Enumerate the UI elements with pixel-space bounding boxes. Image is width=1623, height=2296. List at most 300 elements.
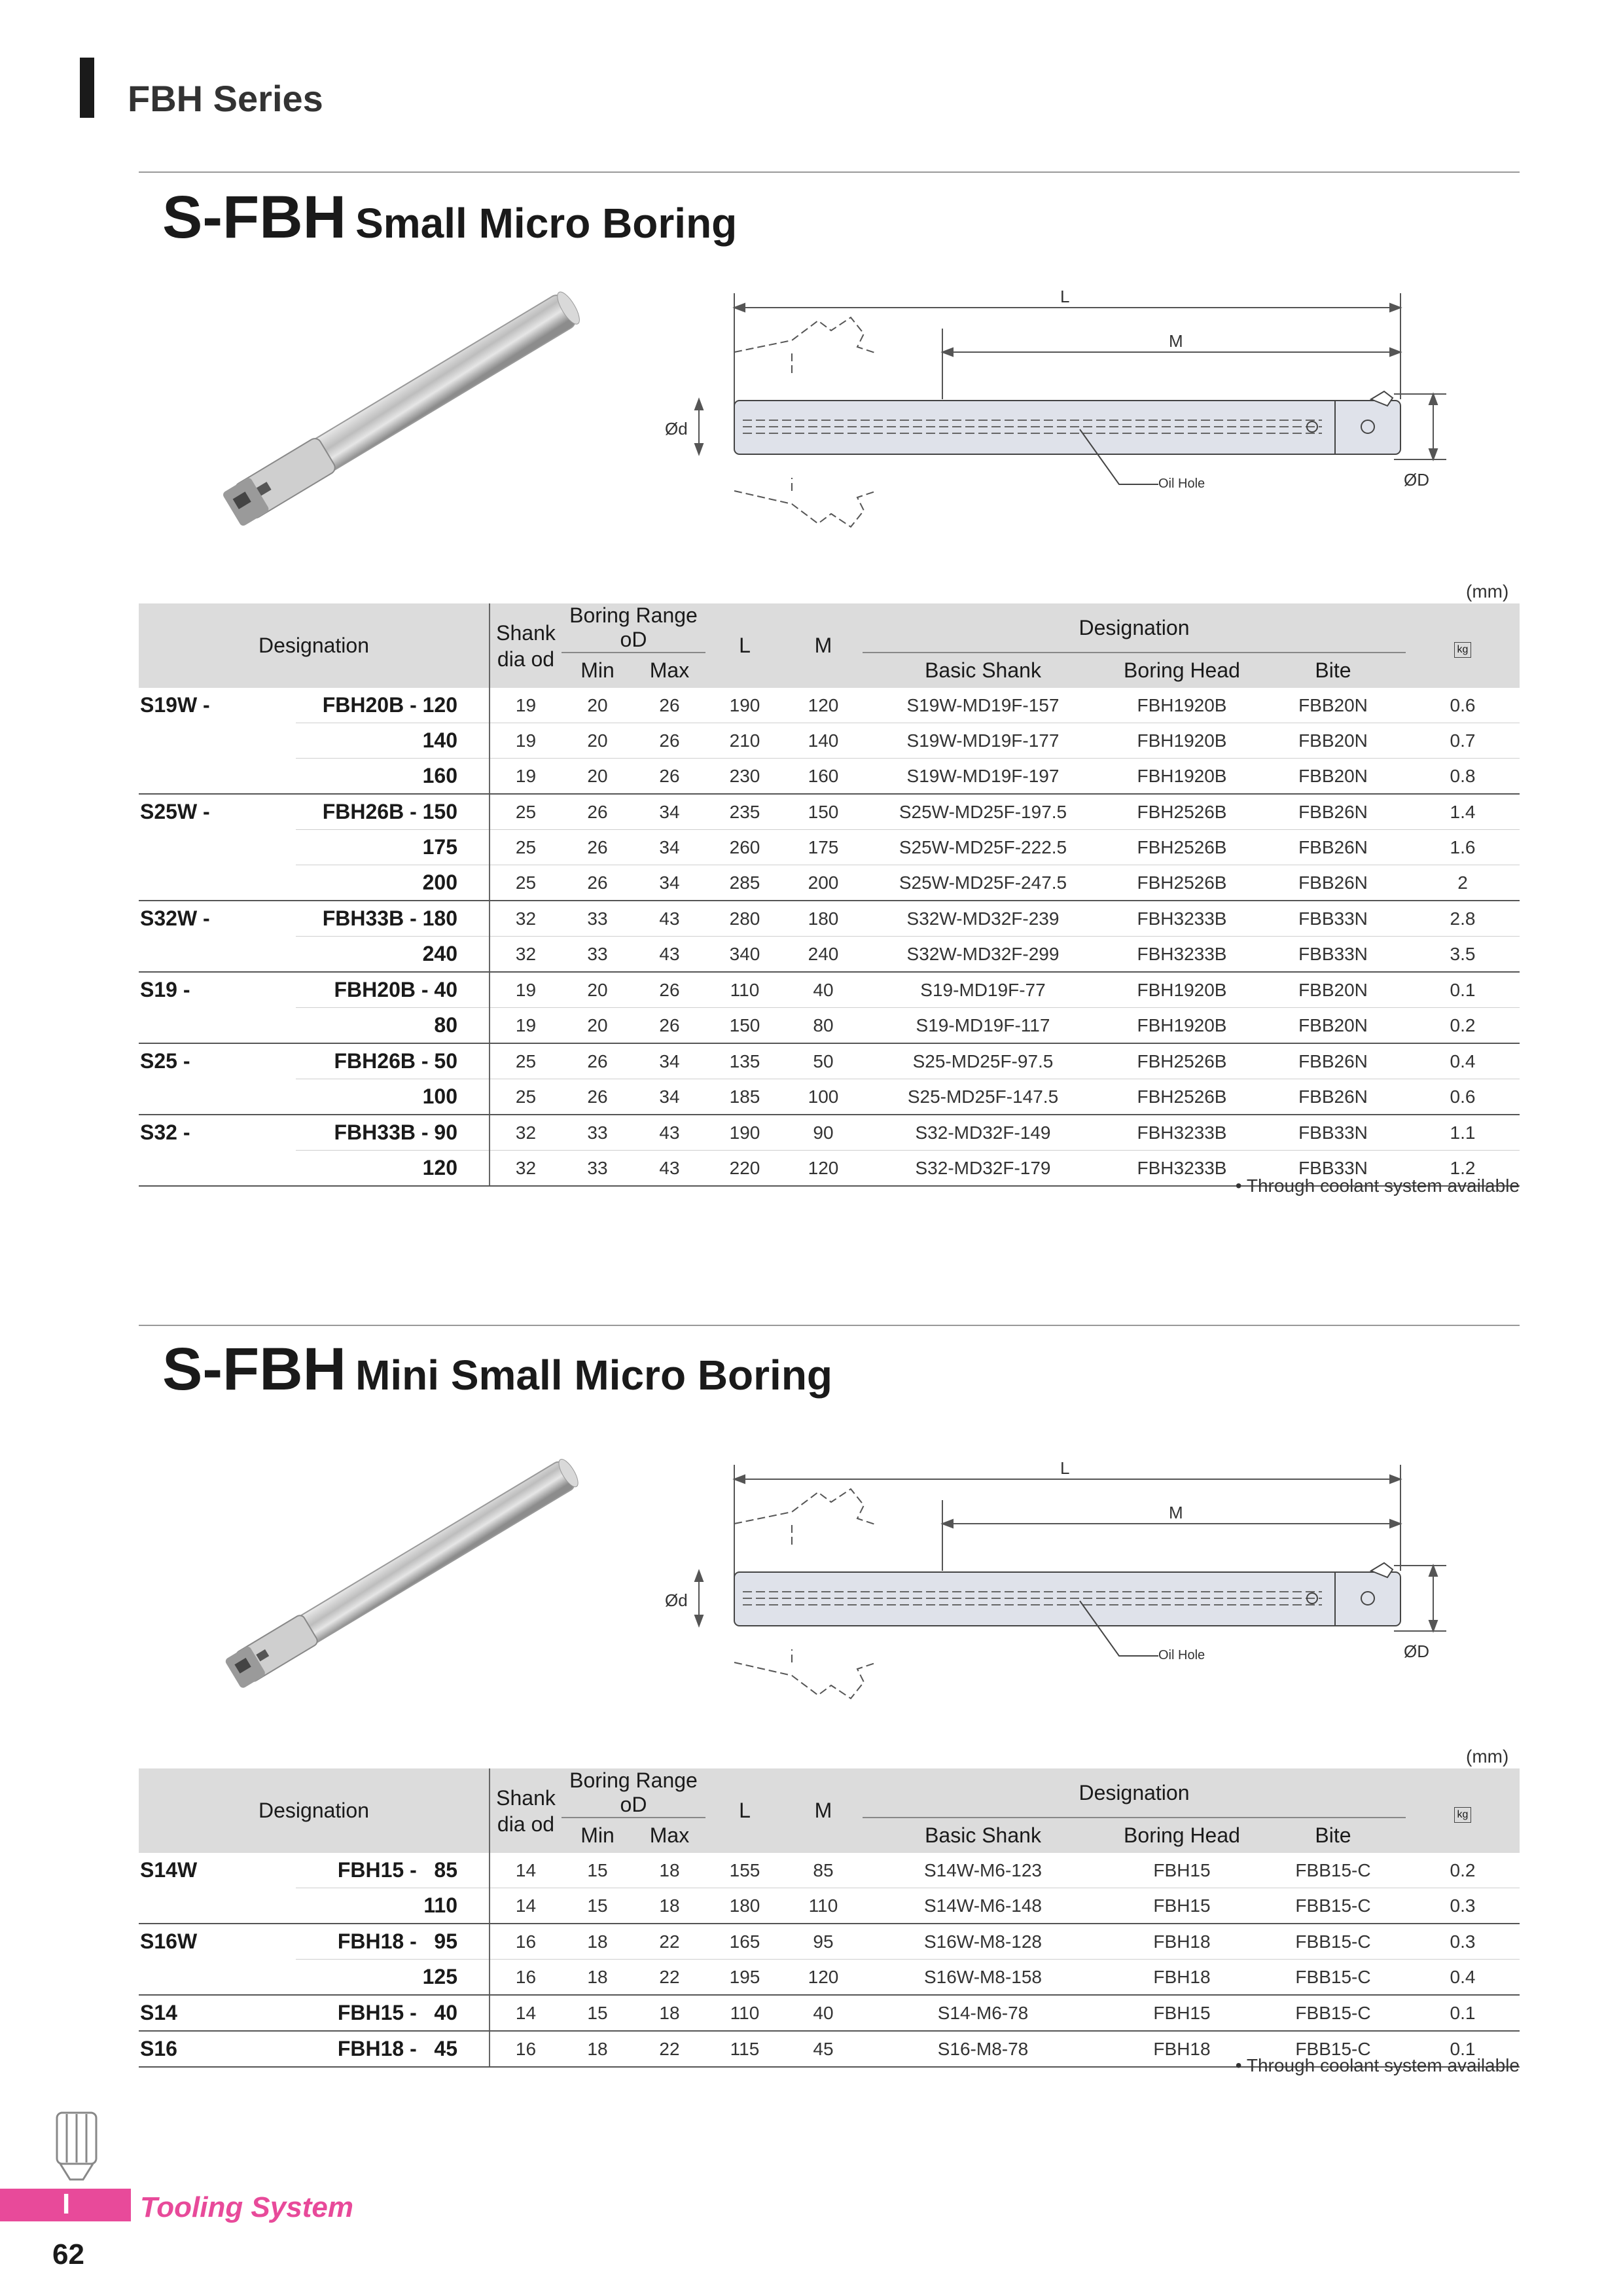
th2-min: Min (562, 1818, 633, 1853)
cell-bite: FBB26N (1260, 865, 1406, 901)
cell-bite: FBB33N (1260, 1115, 1406, 1151)
cell-basic-shank: S32W-MD32F-299 (863, 937, 1103, 973)
cell-max: 43 (633, 1151, 705, 1187)
cell-bite: FBB33N (1260, 901, 1406, 937)
cell-designation-head: FBH33B - 90 (296, 1115, 490, 1151)
cell-M: 45 (784, 2031, 863, 2067)
cell-max: 22 (633, 1960, 705, 1996)
cell-L: 210 (705, 723, 784, 759)
table-row (139, 688, 1520, 723)
cell-M: 40 (784, 1995, 863, 2031)
th-shank-label: Shank (496, 620, 556, 645)
cell-designation-head: FBH20B - 120 (296, 688, 490, 723)
cell-L: 115 (705, 2031, 784, 2067)
cell-weight: 0.4 (1406, 1043, 1520, 1079)
cell-shank-dia: 14 (490, 1853, 562, 1888)
cell-boring-head: FBH1920B (1103, 723, 1260, 759)
cell-shank-dia: 25 (490, 830, 562, 865)
section1-title-main: S-FBH (162, 184, 347, 251)
cell-basic-shank: S25W-MD25F-197.5 (863, 794, 1103, 830)
cell-boring-head: FBH2526B (1103, 865, 1260, 901)
cell-L: 150 (705, 1008, 784, 1044)
table-row (139, 1924, 1520, 1960)
cell-designation-shank: S25 - (140, 1049, 190, 1073)
cell-L: 235 (705, 794, 784, 830)
th2-bite: Bite (1260, 1818, 1406, 1853)
cell-max: 22 (633, 2031, 705, 2067)
cell-basic-shank: S25W-MD25F-222.5 (863, 830, 1103, 865)
diagram2-label-d: Ød (665, 1590, 688, 1610)
diagram1-label-oil: Oil Hole (1158, 476, 1205, 491)
cell-designation-shank: S16W (140, 1929, 198, 1954)
cell-weight: 0.3 (1406, 1888, 1520, 1924)
cell-boring-head: FBH1920B (1103, 688, 1260, 723)
section2-title (162, 1335, 832, 1404)
th-designation: Designation (139, 603, 490, 688)
cell-min: 26 (562, 1043, 633, 1079)
cell-boring-head: FBH3233B (1103, 937, 1260, 973)
cell-designation-shank: S19 - (140, 978, 190, 1002)
table-row (139, 1079, 1520, 1115)
cell-bite: FBB15-C (1260, 1924, 1406, 1960)
cell-bite: FBB33N (1260, 937, 1406, 973)
cell-bite: FBB15-C (1260, 1888, 1406, 1924)
th2-designation: Designation (139, 1768, 490, 1853)
th-basic-shank: Basic Shank (863, 653, 1103, 688)
cell-designation-shank (139, 830, 296, 865)
cell-designation-shank: S14 (139, 1995, 296, 2031)
cell-weight: 0.1 (1406, 1995, 1520, 2031)
cell-designation-shank: S32W - (140, 906, 210, 931)
cell-basic-shank: S19-MD19F-117 (863, 1008, 1103, 1044)
section1-title-sub: Small Micro Boring (355, 200, 738, 247)
cell-min: 26 (562, 830, 633, 865)
cell-designation-head: FBH18 - 95 (296, 1924, 490, 1960)
diagram1-label-L: L (1060, 287, 1070, 306)
cell-min: 20 (562, 688, 633, 723)
th2-M: M (784, 1768, 863, 1853)
section2-title-sub: Mini Small Micro Boring (355, 1352, 833, 1399)
tool-diagram-1 (661, 281, 1518, 543)
cell-M: 110 (784, 1888, 863, 1924)
cell-min: 33 (562, 1151, 633, 1187)
cell-M: 175 (784, 830, 863, 865)
cell-basic-shank: S19W-MD19F-157 (863, 688, 1103, 723)
cell-designation-shank (139, 1079, 296, 1115)
cell-L: 110 (705, 972, 784, 1008)
cell-max: 18 (633, 1995, 705, 2031)
cell-max: 18 (633, 1853, 705, 1888)
cell-designation-head: FBH33B - 180 (296, 901, 490, 937)
cell-designation-head: FBH15 - 40 (296, 1995, 490, 2031)
table-row (139, 901, 1520, 937)
cell-basic-shank: S25W-MD25F-247.5 (863, 865, 1103, 901)
cell-max: 43 (633, 937, 705, 973)
cell-basic-shank: S14-M6-78 (863, 1995, 1103, 2031)
cell-basic-shank: S14W-M6-123 (863, 1853, 1103, 1888)
cell-bite: FBB26N (1260, 1043, 1406, 1079)
section2-table (139, 1768, 1520, 2068)
cell-min: 33 (562, 901, 633, 937)
th-boring-head: Boring Head (1103, 653, 1260, 688)
cell-bite: FBB33N (1260, 1151, 1406, 1187)
cell-L: 135 (705, 1043, 784, 1079)
cell-M: 150 (784, 794, 863, 830)
cell-basic-shank: S19-MD19F-77 (863, 972, 1103, 1008)
cell-designation-shank: S19W - (140, 693, 210, 717)
cell-designation-head: 125 (296, 1960, 490, 1996)
cell-boring-head: FBH3233B (1103, 1115, 1260, 1151)
section2-title-main: S-FBH (162, 1336, 347, 1403)
cell-bite: FBB20N (1260, 759, 1406, 795)
cell-shank-dia: 32 (490, 901, 562, 937)
cell-max: 34 (633, 1043, 705, 1079)
cell-boring-head: FBH2526B (1103, 1043, 1260, 1079)
cell-M: 95 (784, 1924, 863, 1960)
cell-L: 340 (705, 937, 784, 973)
cell-min: 26 (562, 1079, 633, 1115)
cell-L: 195 (705, 1960, 784, 1996)
cell-M: 120 (784, 1151, 863, 1187)
cell-L: 165 (705, 1924, 784, 1960)
cell-L: 230 (705, 759, 784, 795)
cell-designation-shank (139, 759, 296, 795)
th2-shank (490, 1768, 562, 1853)
th-designation2: Designation (863, 603, 1406, 653)
cell-weight: 3.5 (1406, 937, 1520, 973)
diagram2-label-M: M (1169, 1503, 1183, 1522)
cell-max: 43 (633, 901, 705, 937)
cell-M: 160 (784, 759, 863, 795)
cell-designation-head: FBH15 - 85 (296, 1853, 490, 1888)
table-row (139, 759, 1520, 795)
cell-L: 185 (705, 1079, 784, 1115)
tool-diagram-2 (661, 1453, 1518, 1715)
cell-weight: 2.8 (1406, 901, 1520, 937)
cell-designation-head: 100 (296, 1079, 490, 1115)
cell-boring-head: FBH1920B (1103, 972, 1260, 1008)
section2-rule (139, 1325, 1520, 1326)
table-row (139, 1115, 1520, 1151)
cell-min: 15 (562, 1995, 633, 2031)
cell-min: 20 (562, 972, 633, 1008)
cell-bite: FBB26N (1260, 1079, 1406, 1115)
cell-shank-dia: 16 (490, 2031, 562, 2067)
cell-weight: 0.2 (1406, 1853, 1520, 1888)
cell-designation-shank (139, 1008, 296, 1044)
th-M: M (784, 603, 863, 688)
cell-basic-shank: S25-MD25F-97.5 (863, 1043, 1103, 1079)
cell-M: 120 (784, 688, 863, 723)
table-row (139, 723, 1520, 759)
cell-shank-dia: 14 (490, 1995, 562, 2031)
th-L: L (705, 603, 784, 688)
cell-basic-shank: S16W-M8-158 (863, 1960, 1103, 1996)
cell-weight: 0.7 (1406, 723, 1520, 759)
cell-weight: 0.6 (1406, 1079, 1520, 1115)
cell-boring-head: FBH18 (1103, 1924, 1260, 1960)
cell-weight: 2 (1406, 865, 1520, 901)
cell-designation-head: 160 (296, 759, 490, 795)
th2-L: L (705, 1768, 784, 1853)
th2-kg (1406, 1768, 1520, 1853)
cell-bite: FBB20N (1260, 1008, 1406, 1044)
cell-designation-shank (139, 723, 296, 759)
th2-boring-head: Boring Head (1103, 1818, 1260, 1853)
cell-shank-dia: 32 (490, 1151, 562, 1187)
cell-designation-shank (139, 1960, 296, 1996)
cell-weight: 0.3 (1406, 1924, 1520, 1960)
cell-M: 40 (784, 972, 863, 1008)
cell-boring-head: FBH18 (1103, 2031, 1260, 2067)
cell-max: 26 (633, 688, 705, 723)
cell-max: 34 (633, 1079, 705, 1115)
cell-shank-dia: 32 (490, 1115, 562, 1151)
th2-basic-shank: Basic Shank (863, 1818, 1103, 1853)
cell-boring-head: FBH2526B (1103, 794, 1260, 830)
cell-max: 43 (633, 1115, 705, 1151)
cell-basic-shank: S16-M8-78 (863, 2031, 1103, 2067)
th-shank (490, 603, 562, 688)
cell-designation-shank (139, 937, 296, 973)
cell-basic-shank: S19W-MD19F-177 (863, 723, 1103, 759)
table-row (139, 1888, 1520, 1924)
cell-M: 140 (784, 723, 863, 759)
th-max: Max (633, 653, 705, 688)
cell-min: 18 (562, 2031, 633, 2067)
cell-bite: FBB15-C (1260, 2031, 1406, 2067)
table-row (139, 1995, 1520, 2031)
cell-designation-head: FBH20B - 40 (296, 972, 490, 1008)
cell-basic-shank: S32W-MD32F-239 (863, 901, 1103, 937)
cell-designation-head: 175 (296, 830, 490, 865)
cell-designation-head: 240 (296, 937, 490, 973)
kg-icon: kg (1454, 642, 1472, 658)
cell-boring-head: FBH2526B (1103, 1079, 1260, 1115)
section2-unit: (mm) (1466, 1746, 1509, 1767)
diagram2-label-oil: Oil Hole (1158, 1648, 1205, 1662)
cell-min: 26 (562, 865, 633, 901)
cell-max: 26 (633, 759, 705, 795)
cell-weight: 1.2 (1406, 1151, 1520, 1187)
cell-shank-dia: 25 (490, 1043, 562, 1079)
footer-marker: I (62, 2188, 71, 2220)
cell-bite: FBB20N (1260, 723, 1406, 759)
section1-unit: (mm) (1466, 581, 1509, 601)
cell-designation-head: 120 (296, 1151, 490, 1187)
table-row (139, 794, 1520, 830)
cell-M: 80 (784, 1008, 863, 1044)
cell-max: 18 (633, 1888, 705, 1924)
cell-bite: FBB15-C (1260, 1960, 1406, 1996)
cell-M: 85 (784, 1853, 863, 1888)
cell-basic-shank: S14W-M6-148 (863, 1888, 1103, 1924)
cell-bite: FBB26N (1260, 830, 1406, 865)
cell-basic-shank: S16W-M8-128 (863, 1924, 1103, 1960)
cell-min: 33 (562, 1115, 633, 1151)
diagram1-label-D: ØD (1404, 470, 1429, 490)
cell-max: 26 (633, 1008, 705, 1044)
cell-shank-dia: 14 (490, 1888, 562, 1924)
cell-shank-dia: 16 (490, 1960, 562, 1996)
cell-shank-dia: 32 (490, 937, 562, 973)
table-row (139, 1043, 1520, 1079)
cell-weight: 1.4 (1406, 794, 1520, 830)
table-row (139, 865, 1520, 901)
cell-L: 285 (705, 865, 784, 901)
cell-L: 280 (705, 901, 784, 937)
cell-shank-dia: 19 (490, 1008, 562, 1044)
cell-boring-head: FBH18 (1103, 1960, 1260, 1996)
section2-note: • Through coolant system available (1235, 2055, 1520, 2075)
cell-basic-shank: S25-MD25F-147.5 (863, 1079, 1103, 1115)
cell-L: 110 (705, 1995, 784, 2031)
cell-shank-dia: 19 (490, 972, 562, 1008)
cell-designation-shank (139, 865, 296, 901)
cell-L: 260 (705, 830, 784, 865)
cell-L: 190 (705, 688, 784, 723)
cell-shank-dia: 19 (490, 759, 562, 795)
cell-M: 240 (784, 937, 863, 973)
cell-basic-shank: S32-MD32F-179 (863, 1151, 1103, 1187)
cell-min: 20 (562, 759, 633, 795)
cell-designation-shank (139, 1888, 296, 1924)
cell-min: 20 (562, 723, 633, 759)
th2-designation2: Designation (863, 1768, 1406, 1818)
cell-designation-head: FBH26B - 150 (296, 794, 490, 830)
cell-bite: FBB20N (1260, 972, 1406, 1008)
cell-boring-head: FBH1920B (1103, 1008, 1260, 1044)
table-row (139, 1008, 1520, 1044)
cell-shank-dia: 25 (490, 1079, 562, 1115)
section1-table (139, 603, 1520, 1187)
cell-boring-head: FBH15 (1103, 1853, 1260, 1888)
table-row (139, 972, 1520, 1008)
cell-bite: FBB20N (1260, 688, 1406, 723)
cell-min: 33 (562, 937, 633, 973)
cell-M: 200 (784, 865, 863, 901)
th2-max: Max (633, 1818, 705, 1853)
cell-basic-shank: S32-MD32F-149 (863, 1115, 1103, 1151)
cell-weight: 0.2 (1406, 1008, 1520, 1044)
cell-L: 220 (705, 1151, 784, 1187)
cell-designation-shank (139, 1151, 296, 1187)
cell-max: 34 (633, 865, 705, 901)
kg-icon: kg (1454, 1807, 1472, 1823)
table-row (139, 1853, 1520, 1888)
cell-bite: FBB26N (1260, 794, 1406, 830)
th-dia-label: dia od (497, 647, 555, 671)
series-title: FBH Series (128, 78, 323, 119)
cell-min: 15 (562, 1853, 633, 1888)
cell-L: 190 (705, 1115, 784, 1151)
cell-min: 20 (562, 1008, 633, 1044)
cell-designation-head: 140 (296, 723, 490, 759)
table-row (139, 937, 1520, 973)
cell-designation-head: 110 (296, 1888, 490, 1924)
cell-shank-dia: 25 (490, 794, 562, 830)
cell-max: 34 (633, 794, 705, 830)
cell-max: 22 (633, 1924, 705, 1960)
page-number: 62 (52, 2238, 84, 2270)
th-boring-range: Boring Range oD (562, 603, 705, 653)
cell-boring-head: FBH1920B (1103, 759, 1260, 795)
cell-boring-head: FBH2526B (1103, 830, 1260, 865)
table-row (139, 830, 1520, 865)
cell-designation-head: FBH18 - 45 (296, 2031, 490, 2067)
cell-designation-head: 200 (296, 865, 490, 901)
cell-weight: 0.6 (1406, 688, 1520, 723)
cell-designation-head: FBH26B - 50 (296, 1043, 490, 1079)
cell-M: 50 (784, 1043, 863, 1079)
cell-M: 90 (784, 1115, 863, 1151)
cell-bite: FBB15-C (1260, 1853, 1406, 1888)
cell-weight: 0.1 (1406, 972, 1520, 1008)
cell-shank-dia: 19 (490, 688, 562, 723)
footer-label: Tooling System (140, 2191, 353, 2223)
cell-designation-shank: S16 (139, 2031, 296, 2067)
cell-boring-head: FBH3233B (1103, 901, 1260, 937)
cell-weight: 1.1 (1406, 1115, 1520, 1151)
cell-max: 26 (633, 972, 705, 1008)
th2-shank-label: Shank (496, 1785, 556, 1810)
cell-max: 26 (633, 723, 705, 759)
cell-designation-head: 80 (296, 1008, 490, 1044)
cell-bite: FBB15-C (1260, 1995, 1406, 2031)
diagram1-label-d: Ød (665, 419, 688, 439)
cell-weight: 1.6 (1406, 830, 1520, 865)
collet-icon (47, 2108, 106, 2186)
cell-L: 155 (705, 1853, 784, 1888)
th-bite: Bite (1260, 653, 1406, 688)
cell-boring-head: FBH15 (1103, 1888, 1260, 1924)
th2-boring-range: Boring Range oD (562, 1768, 705, 1818)
cell-min: 18 (562, 1960, 633, 1996)
th2-dia-label: dia od (497, 1812, 555, 1836)
cell-max: 34 (633, 830, 705, 865)
header-bar (80, 58, 94, 118)
cell-weight: 0.4 (1406, 1960, 1520, 1996)
tool-photo-1 (196, 275, 615, 550)
th-min: Min (562, 653, 633, 688)
cell-L: 180 (705, 1888, 784, 1924)
cell-boring-head: FBH3233B (1103, 1151, 1260, 1187)
tool-photo-2 (196, 1440, 615, 1715)
cell-min: 15 (562, 1888, 633, 1924)
cell-min: 18 (562, 1924, 633, 1960)
diagram1-label-M: M (1169, 331, 1183, 351)
section1-title (162, 183, 737, 252)
cell-weight: 0.1 (1406, 2031, 1520, 2067)
cell-designation-shank: S14W (140, 1858, 198, 1882)
cell-M: 180 (784, 901, 863, 937)
cell-weight: 0.8 (1406, 759, 1520, 795)
section1-note: • Through coolant system available (1235, 1175, 1520, 1196)
diagram2-label-D: ØD (1404, 1641, 1429, 1661)
table-row (139, 1960, 1520, 1996)
cell-boring-head: FBH15 (1103, 1995, 1260, 2031)
cell-M: 120 (784, 1960, 863, 1996)
cell-shank-dia: 25 (490, 865, 562, 901)
header-rule (139, 171, 1520, 173)
cell-designation-shank: S25W - (140, 800, 210, 824)
cell-min: 26 (562, 794, 633, 830)
diagram2-label-L: L (1060, 1458, 1070, 1478)
cell-shank-dia: 19 (490, 723, 562, 759)
cell-basic-shank: S19W-MD19F-197 (863, 759, 1103, 795)
th-kg (1406, 603, 1520, 688)
cell-shank-dia: 16 (490, 1924, 562, 1960)
